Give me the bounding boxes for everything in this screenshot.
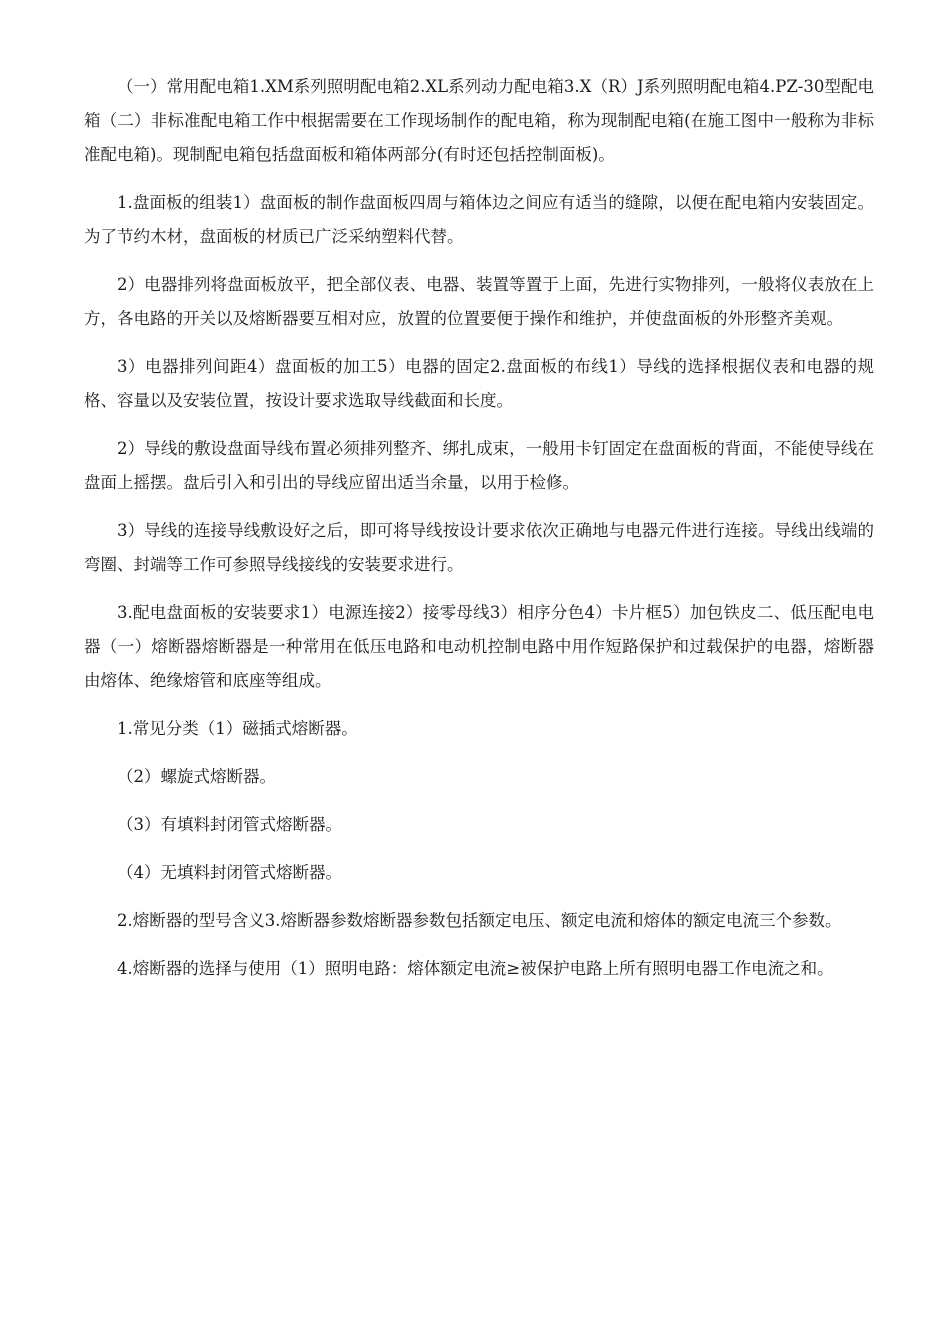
paragraph-4: 3）电器排列间距4）盘面板的加工5）电器的固定2.盘面板的布线1）导线的选择根据仪表和电器的规格、容量以及安装位置，按设计要求选取导线截面和长度。 (84, 357, 874, 410)
paragraph-6: 3）导线的连接导线敷设好之后，即可将导线按设计要求依次正确地与电器元件进行连接。导线出线端的弯圈、封端等工作可参照导线接线的安装要求进行。 (84, 521, 874, 574)
paragraph-2: 1.盘面板的组装1）盘面板的制作盘面板四周与箱体边之间应有适当的缝隙，以便在配电箱内安装固定。为了节约木材，盘面板的材质已广泛采纳塑料代替。 (84, 193, 874, 246)
paragraph-10: （3）有填料封闭管式熔断器。 (117, 815, 342, 834)
paragraph-9: （2）螺旋式熔断器。 (117, 767, 276, 786)
document-body (84, 70, 874, 1000)
paragraph-13: 4.熔断器的选择与使用（1）照明电路：熔体额定电流≥被保护电路上所有照明电器工作电流之和。 (117, 959, 834, 978)
paragraph-7: 3.配电盘面板的安装要求1）电源连接2）接零母线3）相序分色4）卡片框5）加包铁皮二、低压配电电器（一）熔断器熔断器是一种常用在低压电路和电动机控制电路中用作短路保护和过载保护的电器，熔断器由熔体、绝缘熔管和底座等组成。 (84, 603, 874, 690)
paragraph-1: （一）常用配电箱1.XM系列照明配电箱2.XL系列动力配电箱3.X（R）J系列照明配电箱4.PZ-30型配电箱（二）非标准配电箱工作中根据需要在工作现场制作的配电箱，称为现制配电箱(在施工图中一般称为非标准配电箱)。现制配电箱包括盘面板和箱体两部分(有时还包括控制面板)。 (84, 77, 874, 164)
paragraph-8: 1.常见分类（1）磁插式熔断器。 (117, 719, 358, 738)
paragraph-3: 2）电器排列将盘面板放平，把全部仪表、电器、装置等置于上面，先进行实物排列，一般将仪表放在上方，各电路的开关以及熔断器要互相对应，放置的位置要便于操作和维护，并使盘面板的外形整齐美观。 (84, 275, 874, 328)
paragraph-11: （4）无填料封闭管式熔断器。 (117, 863, 342, 882)
paragraph-5: 2）导线的敷设盘面导线布置必须排列整齐、绑扎成束，一般用卡钉固定在盘面板的背面，不能使导线在盘面上摇摆。盘后引入和引出的导线应留出适当余量，以用于检修。 (84, 439, 874, 492)
paragraph-12: 2.熔断器的型号含义3.熔断器参数熔断器参数包括额定电压、额定电流和熔体的额定电流三个参数。 (117, 911, 842, 930)
